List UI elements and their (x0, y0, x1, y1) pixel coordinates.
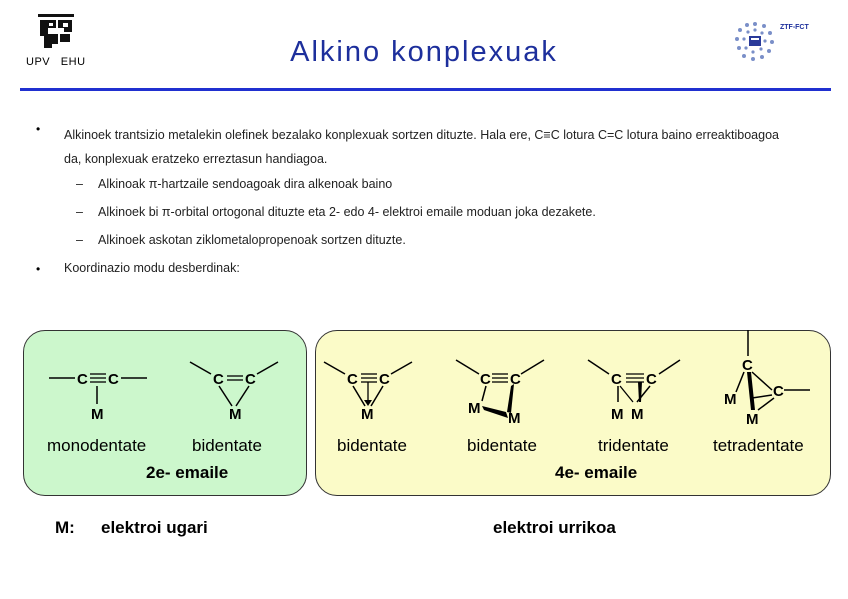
monodentate-structure (45, 346, 155, 428)
carbon-atom: C (480, 371, 491, 388)
carbon-atom: C (108, 371, 119, 388)
group-label-4e: 4e- emaile (555, 463, 638, 482)
carbon-atom: C (742, 357, 753, 374)
electron-poor-label: elektroi urrikoa (493, 518, 616, 537)
logo-right-text: ZTF-FCT (780, 24, 809, 31)
mode-label-bidentate: bidentate (192, 436, 262, 455)
logo-left-text: UPV EHU (26, 56, 86, 68)
group-label-2e: 2e- emaile (146, 463, 229, 482)
sub-bullet-3: Alkinoek askotan ziklometalopropenoak sortzen dituzte. (98, 233, 406, 247)
metal-atom: M (229, 406, 242, 423)
ztf-fct-logo (732, 18, 822, 66)
carbon-atom: C (646, 371, 657, 388)
carbon-atom: C (77, 371, 88, 388)
metal-atom: M (361, 406, 374, 423)
sub-bullet-1: Alkinoak π-hartzaile sendoagoak dira alkenoak baino (98, 177, 393, 191)
mode-label-tridentate: tridentate (598, 436, 669, 455)
carbon-atom: C (213, 371, 224, 388)
dash-marker: – (76, 205, 83, 219)
metal-atom: M (724, 391, 737, 408)
bullet-marker: • (36, 122, 41, 136)
metal-atom: M (508, 410, 521, 427)
metal-atom: M (468, 400, 481, 417)
page-title: Alkino konplexuak (290, 36, 558, 68)
ztf-emblem-icon (732, 18, 778, 64)
tridentate-structure (584, 346, 684, 428)
carbon-atom: C (379, 371, 390, 388)
mode-label-tetradentate: tetradentate (713, 436, 804, 455)
carbon-atom: C (611, 371, 622, 388)
bullet-text-1: Alkinoek trantsizio metalekin olefinek bezalako konplexuak sortzen dituzte. Hala ere, C≡C lotura C=C lotura baino erreaktiboagoa da, konplexuak eratzeko erreztasun handiagoa. (64, 128, 779, 166)
tetradentate-structure (716, 328, 816, 428)
metal-atom: M (631, 406, 644, 423)
carbon-atom: C (773, 383, 784, 400)
sub-bullet-2: Alkinoek bi π-orbital ortogonal dituzte eta 2- edo 4- elektroi emaile moduan joka dezakete. (98, 205, 596, 219)
bidentate-structure (186, 346, 286, 428)
bidentate-wedge-structure (452, 346, 552, 428)
bidentate-structure (320, 346, 420, 428)
carbon-atom: C (245, 371, 256, 388)
electron-rich-label: elektroi ugari (101, 518, 208, 537)
dash-marker: – (76, 177, 83, 191)
metal-atom: M (611, 406, 624, 423)
metal-atom: M (91, 406, 104, 423)
mode-label-monodentate: monodentate (47, 436, 147, 455)
carbon-atom: C (347, 371, 358, 388)
mode-label-bidentate: bidentate (337, 436, 407, 455)
carbon-atom: C (510, 371, 521, 388)
bullet-marker: • (36, 262, 41, 276)
dash-marker: – (76, 233, 83, 247)
metal-legend-label: M: (55, 518, 75, 537)
bullet-text-2: Koordinazio modu desberdinak: (64, 261, 240, 275)
mode-label-bidentate: bidentate (467, 436, 537, 455)
header-divider (20, 88, 831, 91)
metal-atom: M (746, 411, 759, 428)
